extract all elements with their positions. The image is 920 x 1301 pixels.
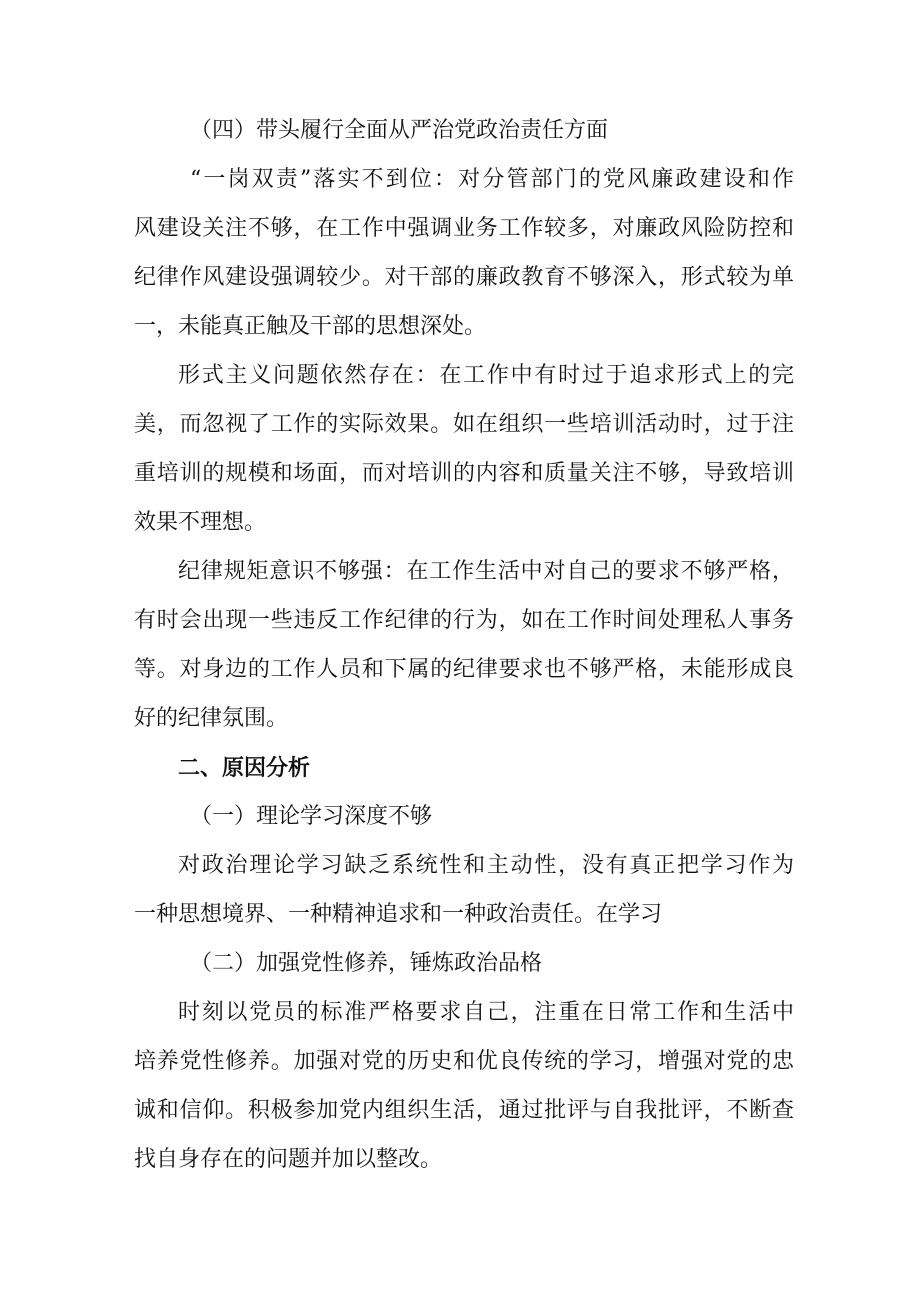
paragraph-line: 形式主义问题依然存在：在工作中有时过于追求形式上的完 [178, 363, 794, 388]
paragraph-line: 纪律作风建设强调较少。对干部的廉政教育不够深入，形式较为单 [134, 265, 794, 290]
paragraph-line: 找自身存在的问题并加以整改。 [134, 1147, 443, 1172]
paragraph-line: 美，而忽视了工作的实际效果。如在组织一些培训活动时，过于注 [134, 412, 794, 437]
paragraph-line: 一，未能真正触及干部的思想深处。 [134, 314, 487, 339]
paragraph-line: 培养党性修养。加强对党的历史和优良传统的学习，增强对党的忠 [134, 1049, 794, 1074]
paragraph-line: 诚和信仰。积极参加党内组织生活，通过批评与自我批评，不断查 [134, 1098, 794, 1123]
subsection-2-title: （二）加强党性修养，锤炼政治品格 [190, 951, 543, 976]
paragraph-line: 时刻以党员的标准严格要求自己，注重在日常工作和生活中 [178, 1000, 794, 1025]
paragraph-line: 对政治理论学习缺乏系统性和主动性，没有真正把学习作为 [178, 853, 794, 878]
paragraph-line: 有时会出现一些违反工作纪律的行为，如在工作时间处理私人事务 [134, 608, 794, 633]
section-4-title: （四）带头履行全面从严治党政治责任方面 [190, 118, 609, 143]
paragraph-line: “一岗双责”落实不到位：对分管部门的党风廉政建设和作 [190, 167, 794, 192]
paragraph-line: 风建设关注不够，在工作中强调业务工作较多，对廉政风险防控和 [134, 216, 794, 241]
paragraph-line: 一种思想境界、一种精神追求和一种政治责任。在学习 [134, 902, 663, 927]
paragraph-line: 好的纪律氛围。 [134, 706, 289, 731]
section-heading: 二、原因分析 [178, 756, 311, 781]
paragraph-line: 效果不理想。 [134, 510, 267, 535]
subsection-1-title: （一）理论学习深度不够 [190, 804, 433, 829]
paragraph-line: 纪律规矩意识不够强：在工作生活中对自己的要求不够严格， [178, 559, 794, 584]
paragraph-line: 重培训的规模和场面，而对培训的内容和质量关注不够，导致培训 [134, 461, 794, 486]
paragraph-line: 等。对身边的工作人员和下属的纪律要求也不够严格，未能形成良 [134, 657, 794, 682]
